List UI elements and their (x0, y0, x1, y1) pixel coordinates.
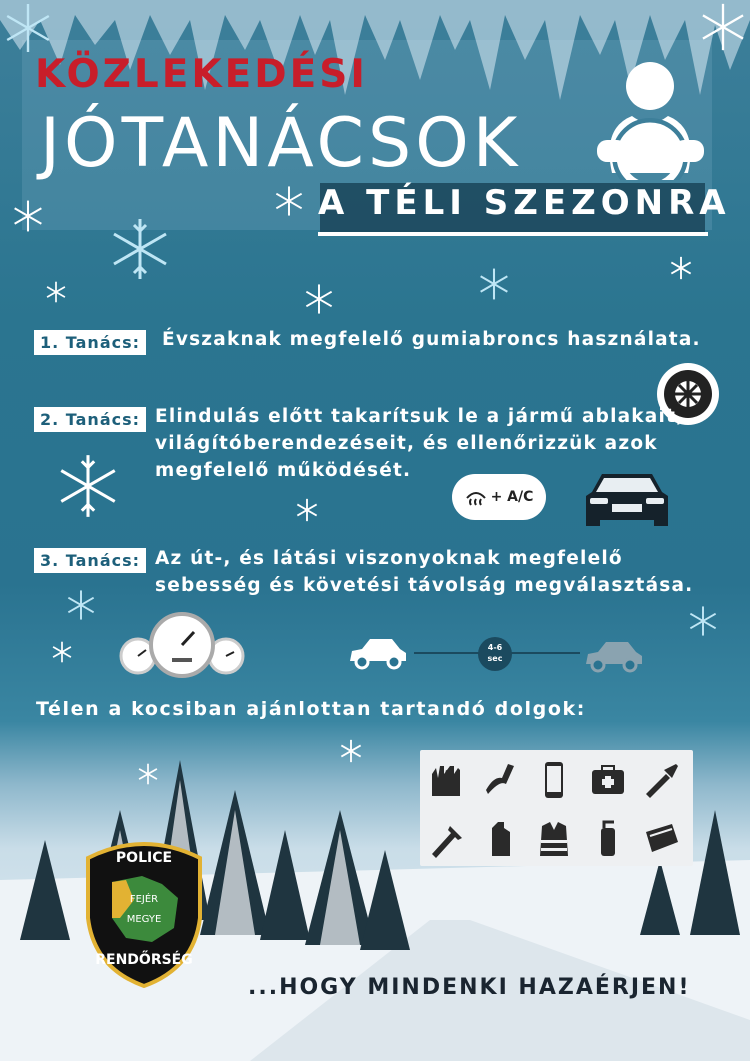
badge-county-line2: MEGYE (126, 914, 162, 925)
snowflake-icon (294, 497, 320, 523)
snowflake-icon (696, 0, 750, 54)
tip-2-line: világítóberendezéseit, és ellenőrizzük azok (155, 433, 658, 454)
phone-icon (534, 760, 574, 800)
car-front-icon (582, 470, 672, 530)
slogan: ...HOGY MINDENKI HAZAÉRJEN! (248, 975, 691, 1000)
gloves-icon (426, 760, 466, 800)
snowflake-icon (686, 604, 720, 638)
tip-3-label: 3. Tanács: (34, 548, 146, 573)
tip-2-line: Elindulás előtt takarítsuk le a jármű ablakait, (155, 406, 685, 427)
car-side-white-icon (346, 633, 408, 671)
snowflake-icon (50, 640, 74, 664)
following-time-badge (478, 637, 512, 671)
title-jotanacsok: JÓTANÁCSOK (40, 104, 522, 183)
snowflake-icon (476, 266, 512, 302)
defrost-icon (465, 488, 487, 506)
jumper-cable-icon (480, 760, 520, 800)
subtitle-teli-szezonra: A TÉLI SZEZONRA (318, 183, 731, 223)
tip-3-line: Az út-, és látási viszonyoknak megfelelő (155, 548, 623, 569)
snowflake-icon (0, 0, 56, 56)
flashlight-icon (642, 760, 682, 800)
snowflake-icon (668, 255, 694, 281)
following-time-unit: sec (487, 654, 503, 663)
tip-2-label: 2. Tanács: (34, 407, 146, 432)
fluid-bottle-icon (480, 818, 520, 858)
snowflake-icon (64, 588, 98, 622)
fire-extinguisher-icon (588, 818, 628, 858)
following-time-value: 4-6 (487, 643, 503, 652)
badge-county-line1: FEJÉR (129, 894, 159, 905)
tip-1-text (162, 326, 701, 353)
speedometer-icon (118, 612, 246, 678)
defrost-ac-cloud (452, 474, 546, 520)
first-aid-kit-icon (588, 760, 628, 800)
badge-rendorseg-text: RENDŐRSÉG (95, 952, 193, 968)
snowflake-icon (52, 450, 124, 522)
car-side-grey-icon (582, 636, 644, 674)
badge-police-text: POLICE (115, 850, 173, 866)
snowflake-icon (302, 282, 336, 316)
police-badge-logo (82, 838, 206, 988)
tip-2-line: megfelelő működését. (155, 460, 412, 481)
ice-scraper-icon (426, 818, 466, 858)
tip-3-text (155, 545, 693, 599)
driver-icon (592, 58, 710, 180)
tip-1-label: 1. Tanács: (34, 330, 146, 355)
snowflake-icon (44, 280, 68, 304)
snowflake-icon (272, 184, 306, 218)
tip-1-line: Évszaknak megfelelő gumiabroncs használata. (162, 329, 701, 350)
title-kozlekedesi: KÖZLEKEDÉSI (35, 52, 368, 97)
blanket-icon (642, 818, 682, 858)
tip-3-line: sebesség és követési távolság megválasztása. (155, 575, 694, 596)
subtitle-underline (318, 232, 708, 236)
ac-label: + A/C (490, 489, 534, 505)
snowflake-icon (10, 198, 46, 234)
reflective-vest-icon (534, 818, 574, 858)
winter-kit-title: Télen a kocsiban ajánlottan tartandó dolgok: (36, 698, 586, 720)
snowflake-icon (105, 214, 175, 284)
